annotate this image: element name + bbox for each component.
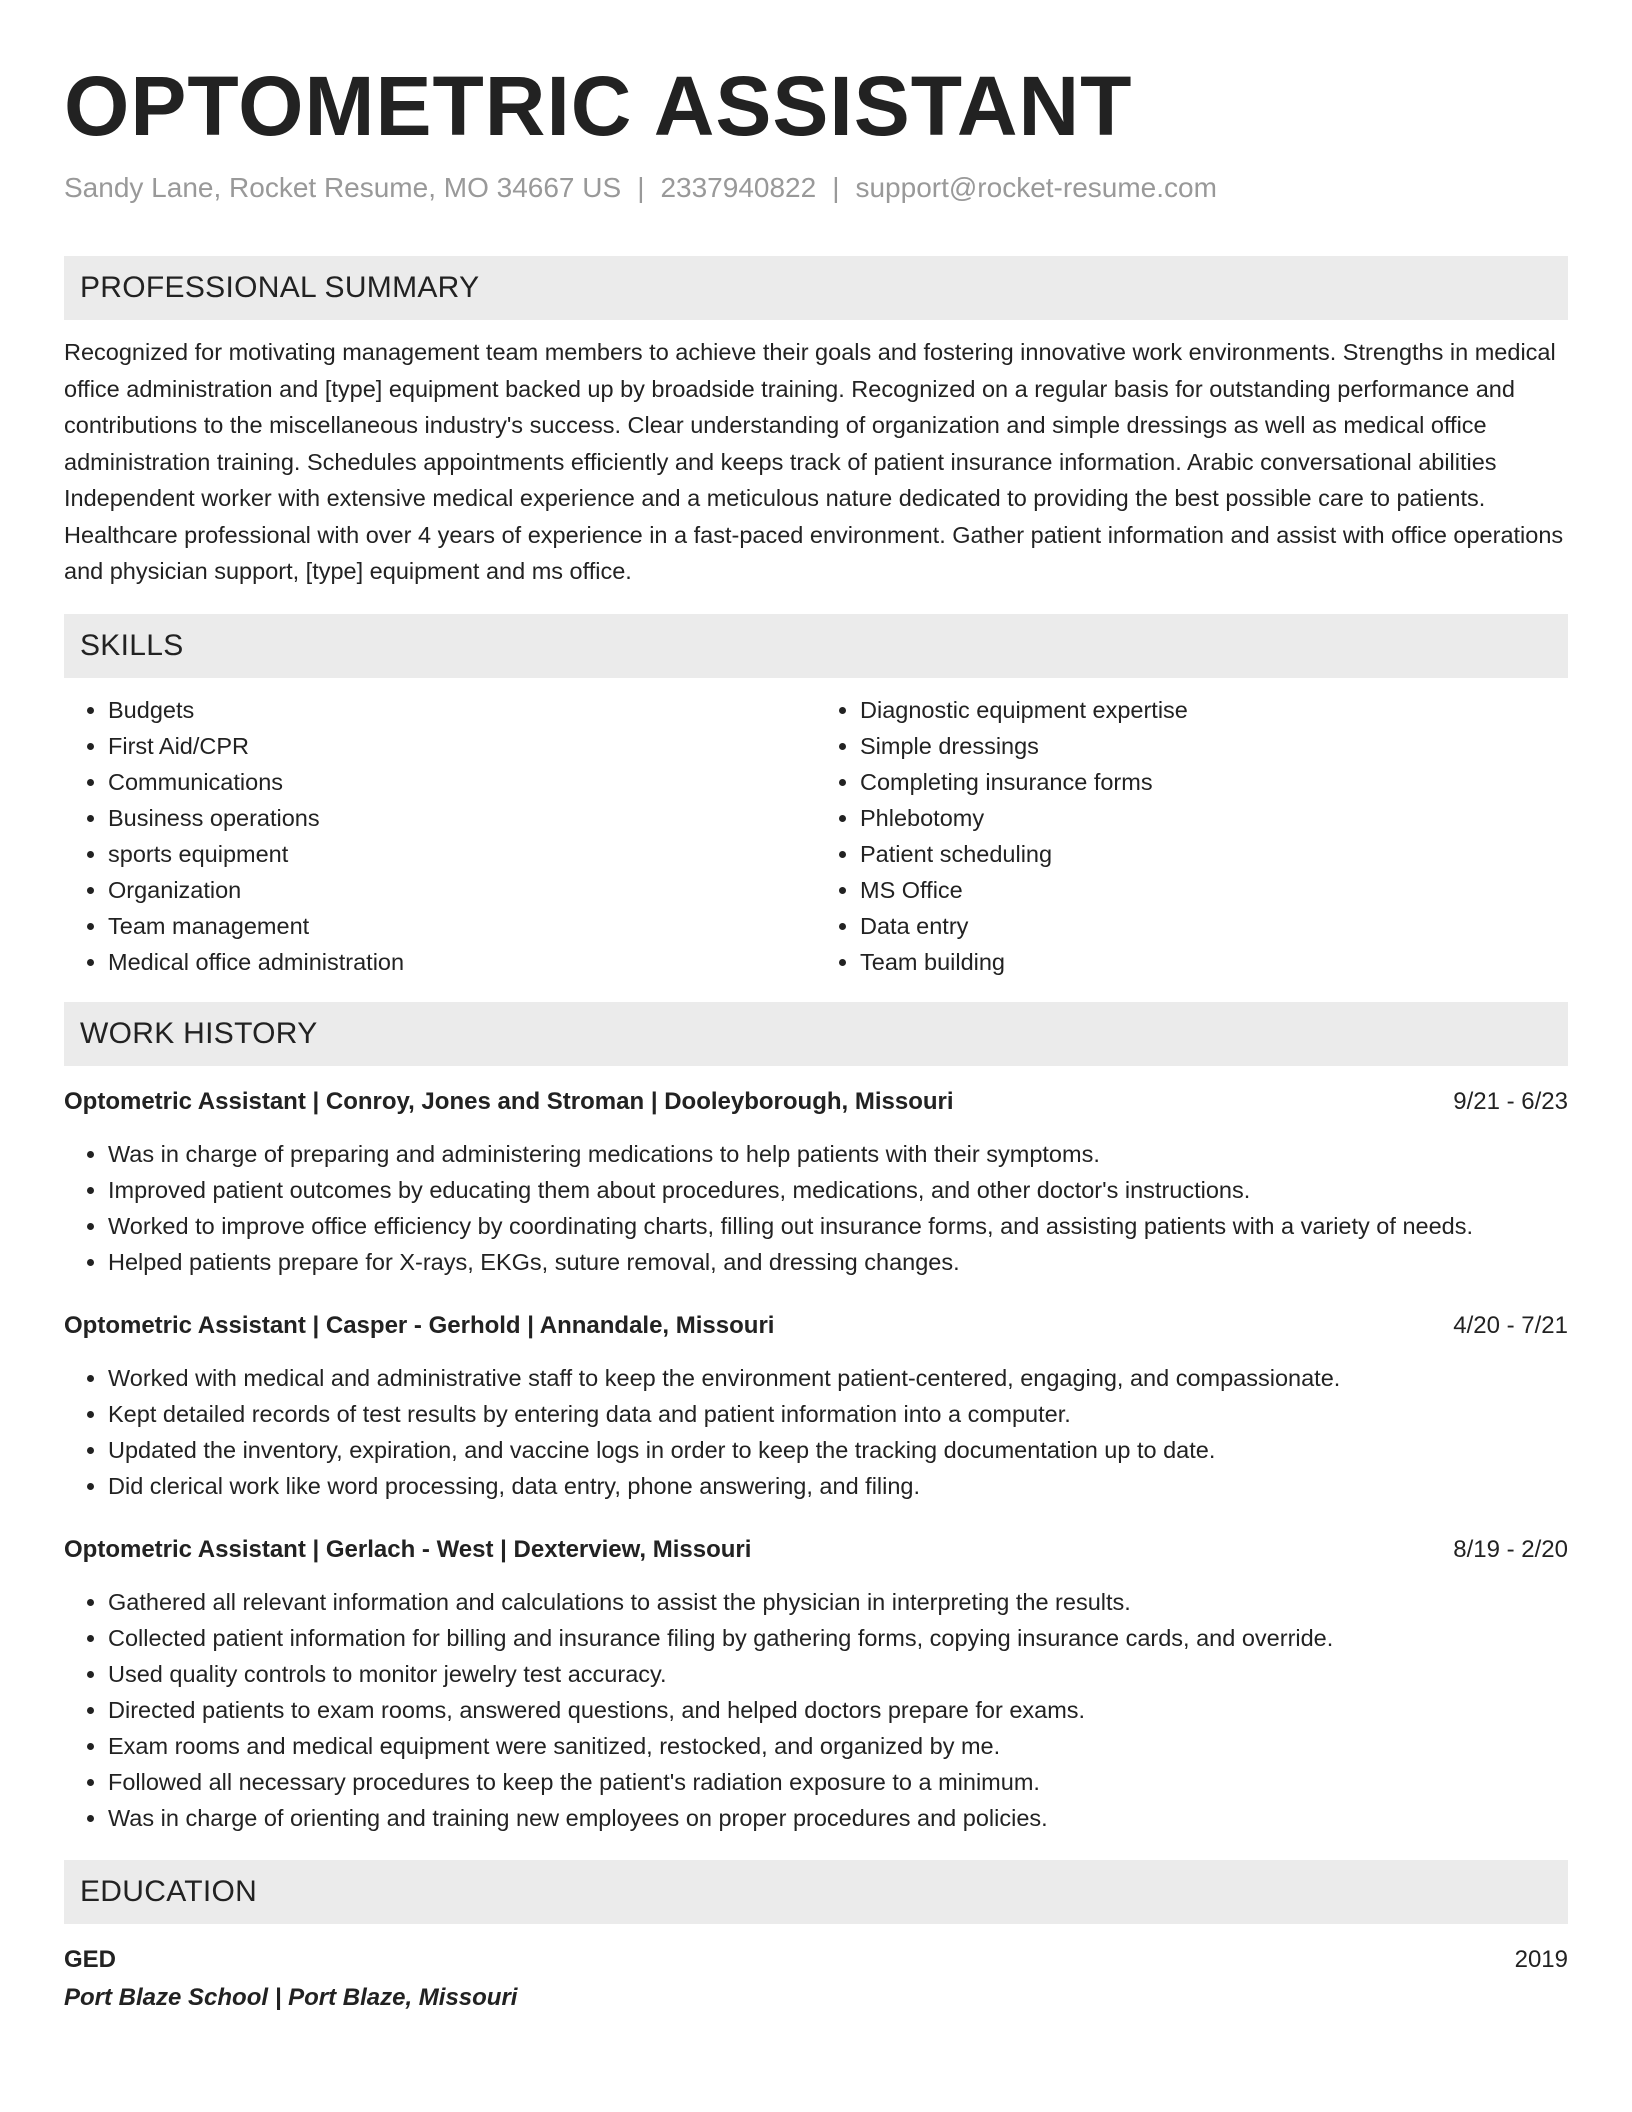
job-header: [64, 1532, 1568, 1568]
job-title: Optometric Assistant | Casper - Gerhold | Annandale, Missouri: [64, 1311, 775, 1339]
job-dates: 8/19 - 2/20: [1453, 1535, 1568, 1563]
skill-item: • sports equipment: [108, 836, 816, 872]
job-duty: • Helped patients prepare for X-rays, EKGs, suture removal, and dressing changes.: [108, 1244, 1568, 1280]
job-header: [64, 1308, 1568, 1344]
skill-item: • First Aid/CPR: [108, 728, 816, 764]
job-dates: 9/21 - 6/23: [1453, 1087, 1568, 1115]
job-duties: [64, 1360, 1568, 1504]
job-duty: • Worked to improve office efficiency by coordinating charts, filling out insurance forms, and assisting patients with a variety of needs.: [108, 1208, 1568, 1244]
job-duty: • Did clerical work like word processing, data entry, phone answering, and filing.: [108, 1468, 1568, 1504]
skills-left-list: [64, 692, 816, 980]
skill-item: • Team management: [108, 908, 816, 944]
job-duty: • Used quality controls to monitor jewelry test accuracy.: [108, 1656, 1568, 1692]
job-duty: • Directed patients to exam rooms, answered questions, and helped doctors prepare for exams.: [108, 1692, 1568, 1728]
job-duties: [64, 1584, 1568, 1836]
job-duty: • Worked with medical and administrative staff to keep the environment patient-centered, engaging, and compassionate.: [108, 1360, 1568, 1396]
education-heading: EDUCATION: [64, 1860, 1568, 1924]
job-title: Optometric Assistant | Gerlach - West | Dexterview, Missouri: [64, 1535, 752, 1563]
job-entry: [64, 1084, 1568, 1280]
skill-item: • Business operations: [108, 800, 816, 836]
skills-section: [64, 614, 1568, 980]
skill-item: • Budgets: [108, 692, 816, 728]
job-dates: 4/20 - 7/21: [1453, 1311, 1568, 1339]
skill-item: • Organization: [108, 872, 816, 908]
job-title: Optometric Assistant | Conroy, Jones and Stroman | Dooleyborough, Missouri: [64, 1087, 954, 1115]
contact-phone: 2337940822: [660, 172, 817, 203]
skill-item: • MS Office: [860, 872, 1568, 908]
work-section: [64, 1002, 1568, 1836]
contact-separator: |: [637, 172, 645, 203]
skills-columns: [64, 692, 1568, 980]
skill-item: • Communications: [108, 764, 816, 800]
skill-item: • Diagnostic equipment expertise: [860, 692, 1568, 728]
job-duty: • Exam rooms and medical equipment were sanitized, restocked, and organized by me.: [108, 1728, 1568, 1764]
job-duty: • Followed all necessary procedures to keep the patient's radiation exposure to a minimum.: [108, 1764, 1568, 1800]
job-entry: [64, 1532, 1568, 1836]
skill-item: • Data entry: [860, 908, 1568, 944]
education-header: [64, 1942, 1568, 1978]
job-duty: • Was in charge of preparing and administering medications to help patients with their symptoms.: [108, 1136, 1568, 1172]
education-school: Port Blaze School | Port Blaze, Missouri: [64, 1983, 518, 2011]
contact-address: Sandy Lane, Rocket Resume, MO 34667 US: [64, 172, 622, 203]
skills-right-list: [816, 692, 1568, 980]
skill-item: • Completing insurance forms: [860, 764, 1568, 800]
skill-item: • Medical office administration: [108, 944, 816, 980]
skill-item: • Team building: [860, 944, 1568, 980]
job-duty: • Gathered all relevant information and calculations to assist the physician in interpreting the results.: [108, 1584, 1568, 1620]
job-duty: • Improved patient outcomes by educating them about procedures, medications, and other doctor's instructions.: [108, 1172, 1568, 1208]
contact-email: support@rocket-resume.com: [855, 172, 1217, 203]
education-year: 2019: [1514, 1945, 1568, 1973]
skill-item: • Simple dressings: [860, 728, 1568, 764]
job-duty: • Collected patient information for billing and insurance filing by gathering forms, copying insurance cards, and override.: [108, 1620, 1568, 1656]
job-duty: • Updated the inventory, expiration, and vaccine logs in order to keep the tracking documentation up to date.: [108, 1432, 1568, 1468]
education-degree: GED: [64, 1945, 117, 1973]
education-entry: [64, 1942, 1568, 2016]
skill-item: • Phlebotomy: [860, 800, 1568, 836]
summary-section: [64, 256, 1568, 590]
job-header: [64, 1084, 1568, 1120]
job-duties: [64, 1136, 1568, 1280]
job-entry: [64, 1308, 1568, 1504]
candidate-name: OPTOMETRIC ASSISTANT: [64, 59, 1133, 153]
summary-text: Recognized for motivating management team members to achieve their goals and fostering innovative work environments. Strengths in medical office administration and [type] equipment backed up by broadside training. Recognized on a regular basis for outstanding performance and contributions to the miscellaneous industry's success. Clear understanding of organization and simple dressings as well as medical office administration training. Schedules appointments efficiently and keeps track of patient insurance information. Arabic conversational abilities Independent worker with extensive medical experience and a meticulous nature dedicated to providing the best possible care to patients. Healthcare professional with over 4 years of experience in a fast-paced environment. Gather patient information and assist with office operations and physician support, [type] equipment and ms office.: [64, 339, 1564, 584]
education-section: [64, 1860, 1568, 2016]
work-heading: WORK HISTORY: [64, 1002, 1568, 1066]
skills-heading: SKILLS: [64, 614, 1568, 678]
skill-item: • Patient scheduling: [860, 836, 1568, 872]
job-duty: • Was in charge of orienting and training new employees on proper procedures and policies.: [108, 1800, 1568, 1836]
contact-separator: |: [832, 172, 840, 203]
summary-heading: PROFESSIONAL SUMMARY: [64, 256, 1568, 320]
contact-line: [64, 170, 1568, 206]
job-duty: • Kept detailed records of test results by entering data and patient information into a computer.: [108, 1396, 1568, 1432]
